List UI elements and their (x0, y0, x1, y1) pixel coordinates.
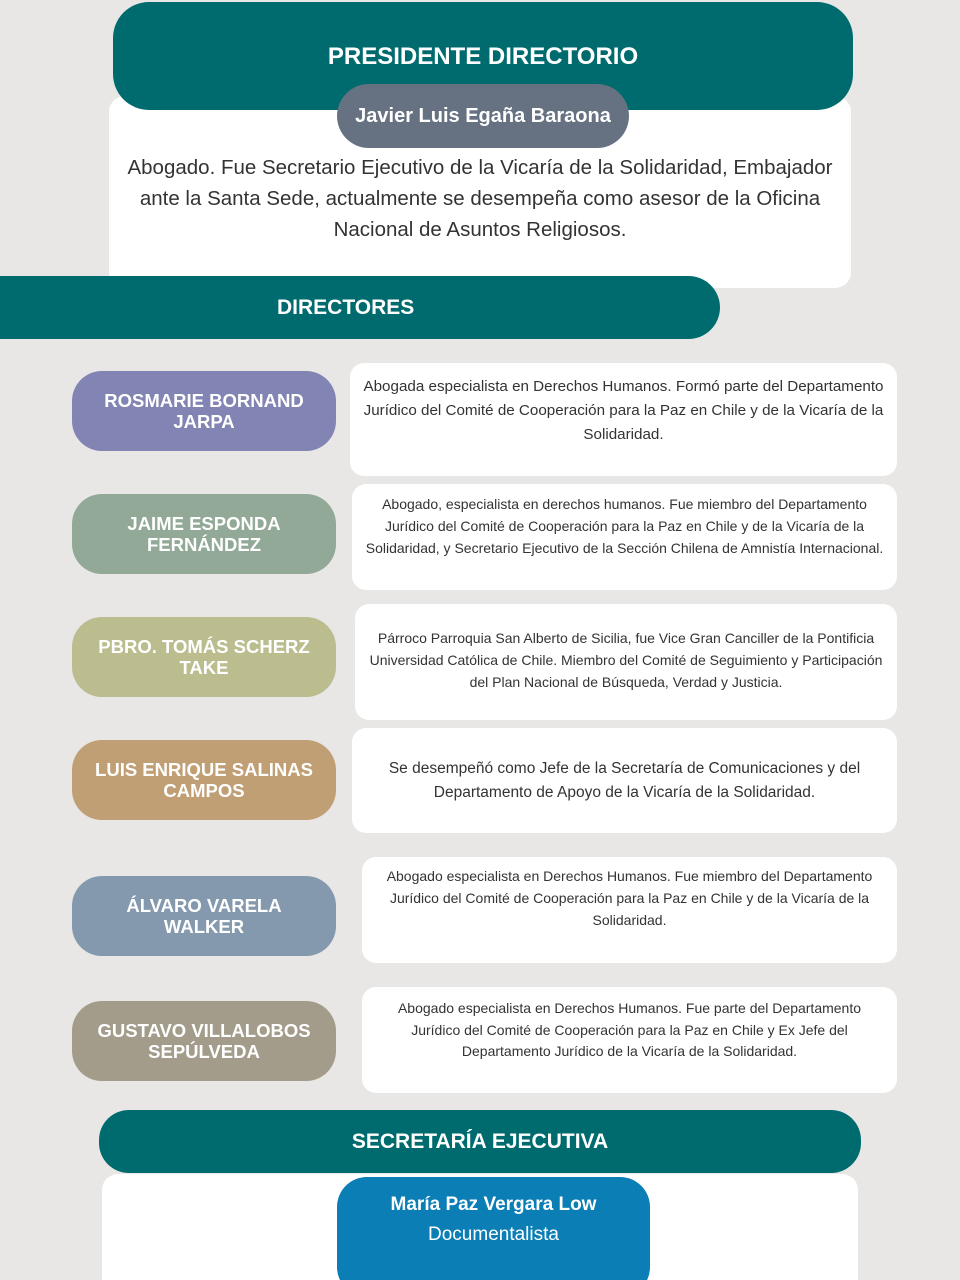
director-name-4: LUIS ENRIQUE SALINAS CAMPOS (72, 740, 336, 820)
director-description-text-3: Párroco Parroquia San Alberto de Sicilia, fue Vice Gran Canciller de la Pontificia Universidad Católica de Chile. Miembro del Comité de Seguimiento y Participación del Plan Nacional de Búsqueda, Verdad y Justicia. (369, 630, 883, 690)
president-description: Abogado. Fue Secretario Ejecutivo de la Vicaría de la Solidaridad, Embajador ante la Santa Sede, actualmente se desempeña como asesor de la Oficina Nacional de Asuntos Religiosos. (127, 156, 833, 241)
director-description-1 (350, 363, 897, 476)
director-description-6 (362, 987, 897, 1093)
director-name-2: JAIME ESPONDA FERNÁNDEZ (72, 494, 336, 574)
secretary-header: SECRETARÍA EJECUTIVA (99, 1110, 861, 1173)
director-description-3 (355, 604, 897, 720)
director-description-2 (352, 484, 897, 590)
directors-header (0, 276, 720, 339)
director-name-5: ÁLVARO VARELA WALKER (72, 876, 336, 956)
director-description-text-6: Abogado especialista en Derechos Humanos. Fue parte del Departamento Jurídico del Comité de Cooperación para la Paz en Chile y Ex Jefe del Departamento Jurídico de la Vicaría de la Solidaridad. (397, 1000, 862, 1059)
directors-header-label: DIRECTORES (277, 295, 415, 319)
director-description-text-1: Abogada especialista en Derechos Humanos. Formó parte del Departamento Jurídico del Comité de Cooperación para la Paz en Chile y de la Vicaría de la Solidaridad. (363, 378, 884, 443)
secretary-role: Documentalista (428, 1224, 559, 1245)
director-description-text-5: Abogado especialista en Derechos Humanos. Fue miembro del Departamento Jurídico del Comité de Cooperación para la Paz en Chile y de la Vicaría de la Solidaridad. (386, 868, 873, 928)
president-name: Javier Luis Egaña Baraona (337, 84, 629, 148)
director-description-5 (362, 857, 897, 963)
director-description-4 (352, 728, 897, 833)
director-name-3: PBRO. TOMÁS SCHERZ TAKE (72, 617, 336, 697)
director-name-6: GUSTAVO VILLALOBOS SEPÚLVEDA (72, 1001, 336, 1081)
director-description-text-2: Abogado, especialista en derechos humanos. Fue miembro del Departamento Jurídico del Comité de Cooperación para la Paz en Chile y de la Vicaría de la Solidaridad, y Secretario Ejecutivo de la Sección Chilena de Amnistía Internacional. (365, 496, 884, 556)
secretary-name: María Paz Vergara Low (390, 1194, 597, 1215)
director-name-1: ROSMARIE BORNAND JARPA (72, 371, 336, 451)
director-description-text-4: Se desempeñó como Jefe de la Secretaría de Comunicaciones y del Departamento de Apoyo de la Vicaría de la Solidaridad. (388, 760, 861, 801)
president-header: PRESIDENTE DIRECTORIO (113, 2, 853, 110)
secretary-person (337, 1177, 650, 1280)
